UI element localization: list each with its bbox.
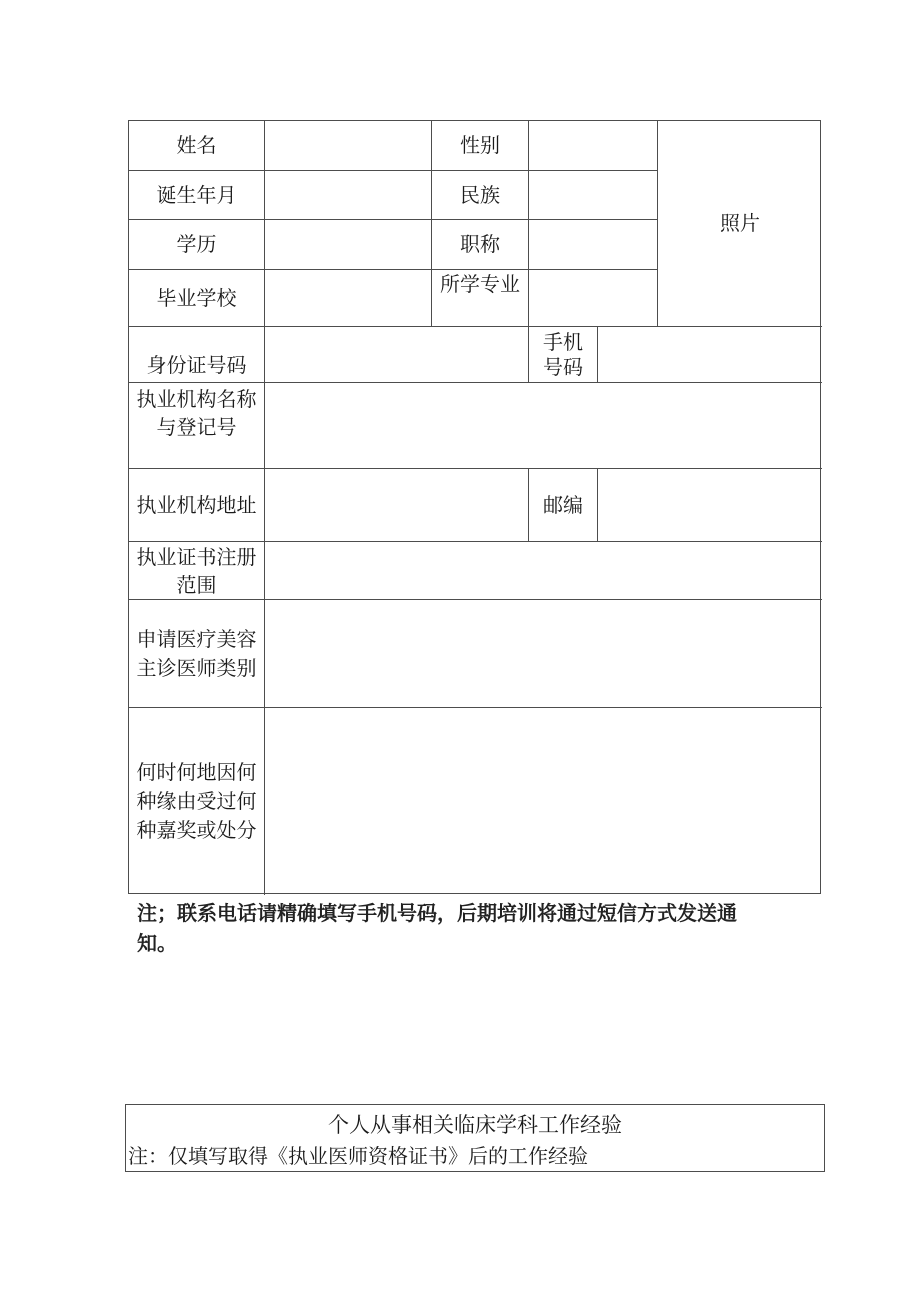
phone-note-line2: 知。: [137, 933, 177, 955]
label-birth: 诞生年月: [156, 182, 237, 207]
label-title: 职称: [460, 232, 500, 256]
label-institution-line1: 执业机构名称: [136, 387, 257, 411]
birth-field[interactable]: [265, 171, 431, 219]
label-category: [129, 600, 264, 707]
label-school: 毕业学校: [156, 285, 237, 310]
education-field[interactable]: [265, 220, 431, 269]
name-field[interactable]: [265, 121, 431, 170]
ethnicity-field[interactable]: [529, 171, 657, 219]
label-awards-line3: 种嘉奖或处分: [136, 818, 257, 842]
label-mobile: [529, 327, 597, 382]
label-category-line2: 主诊医师类别: [136, 655, 257, 680]
gender-field[interactable]: [529, 121, 657, 170]
category-field[interactable]: [265, 600, 822, 707]
label-postcode: 邮编: [543, 492, 583, 517]
phone-note-line1: 注；联系电话请精确填写手机号码，后期培训将通过短信方式发送通: [137, 903, 737, 925]
postcode-field[interactable]: [598, 469, 822, 541]
label-id-number: 身份证号码: [146, 353, 247, 377]
experience-section: [125, 1104, 825, 1172]
label-name: 姓名: [176, 133, 217, 157]
label-photo: 照片: [720, 211, 760, 235]
label-awards-line2: 种缘由受过何: [136, 789, 257, 813]
label-scope-line2: 范围: [176, 572, 217, 597]
label-scope: [129, 542, 264, 599]
label-mobile-line1: 手机: [543, 329, 583, 354]
label-address: 执业机构地址: [136, 492, 257, 517]
label-category-line1: 申请医疗美容: [136, 626, 257, 651]
title-field[interactable]: [529, 220, 657, 269]
scope-field[interactable]: [265, 542, 822, 599]
label-institution: [129, 383, 264, 443]
label-awards-line1: 何时何地因何: [136, 760, 257, 784]
experience-title: 个人从事相关临床学科工作经验: [328, 1113, 622, 1137]
label-gender: 性别: [460, 133, 500, 157]
institution-field[interactable]: [265, 383, 822, 468]
label-scope-line1: 执业证书注册: [136, 544, 257, 569]
school-field[interactable]: [265, 270, 431, 326]
awards-field[interactable]: [265, 708, 822, 895]
label-institution-line2: 与登记号: [156, 415, 237, 439]
label-ethnicity: 民族: [460, 182, 500, 207]
label-education: 学历: [176, 232, 217, 256]
application-form-table: [128, 120, 821, 894]
id-number-field[interactable]: [265, 327, 528, 382]
experience-note: 注：仅填写取得《执业医师资格证书》后的工作经验: [128, 1144, 588, 1168]
major-field[interactable]: [529, 270, 657, 326]
label-awards: [129, 708, 264, 895]
label-major: 所学专业: [440, 272, 520, 296]
mobile-field[interactable]: [598, 327, 822, 382]
address-field[interactable]: [265, 469, 528, 541]
phone-note: [137, 899, 797, 959]
label-mobile-line2: 号码: [543, 354, 583, 379]
